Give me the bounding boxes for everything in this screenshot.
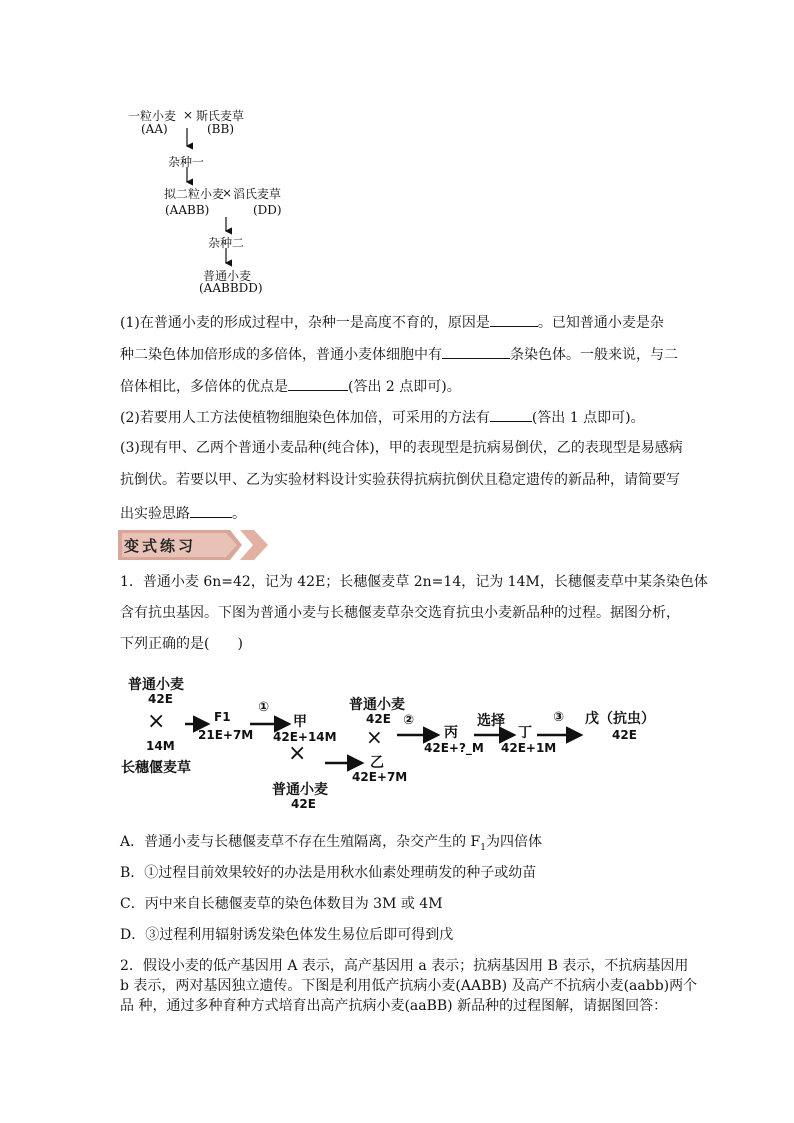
- d2-yi-label: 乙: [370, 755, 384, 771]
- ex1-line2: 含有抗虫基因。下图为普通小麦与长穗偃麦草杂交选育抗虫小麦新品种的过程。据图分析，: [120, 605, 680, 621]
- option-a-text: A．普通小麦与长穗偃麦草不存在生殖隔离，杂交产生的 F: [120, 834, 481, 850]
- d2-wheat-e: 42E: [148, 692, 173, 706]
- option-b: B．①过程目前效果较好的办法是用秋水仙素处理萌发的种子或幼苗: [120, 865, 537, 881]
- q3-line1: (3)现有甲、乙两个普通小麦品种(纯合体)，甲的表现型是抗病易倒伏，乙的表现型是易感病: [120, 440, 683, 456]
- parent4-name: 滔氏麦草: [233, 187, 282, 201]
- d2-cross-3: ×: [366, 725, 383, 749]
- parent3-name: 拟二粒小麦: [164, 187, 225, 201]
- d2-bing-label: 丙: [444, 725, 458, 741]
- ex2-line1: 2．假设小麦的低产基因用 A 表示，高产基因用 a 表示；抗病基因用 B 表示，不抗病基因用: [120, 958, 689, 974]
- option-a-text-end: 为四倍体: [486, 834, 543, 850]
- parent2-genotype: (BB): [207, 122, 234, 136]
- ex1-line1: 1．普通小麦 6n=42，记为 42E；长穗偃麦草 2n=14，记为 14M，长穗偃麦草中某条染色体: [120, 574, 708, 590]
- q2-text-a: (2)若要用人工方法使植物细胞染色体加倍，可采用的方法有: [120, 410, 490, 426]
- ex1-line3: 下列正确的是( ): [120, 636, 243, 652]
- option-a: [120, 835, 542, 855]
- d2-cross-2: ×: [288, 741, 307, 766]
- q1-text-c: 种二染色体加倍形成的多倍体，普通小麦体细胞中有: [120, 347, 442, 363]
- d2-step-1: ①: [258, 700, 270, 715]
- d2-wheat-name: 普通小麦: [128, 677, 184, 693]
- q1-text-e: 倍体相比，多倍体的优点是: [120, 379, 288, 395]
- ex2-line3: 品 种，通过多种育种方式培育出高产抗病小麦(aaBB) 新品种的过程图解，请据图回答：: [120, 998, 668, 1014]
- banner-title: 变式练习: [124, 537, 197, 555]
- option-a-subscript: 1: [480, 842, 487, 853]
- d2-f1-value: 21E+7M: [198, 728, 254, 742]
- q2-text-b: (答出 1 点即可)。: [531, 410, 645, 426]
- parent4-genotype: (DD): [253, 203, 282, 217]
- d2-ding-label: 丁: [518, 725, 532, 741]
- d2-bing-value: 42E+?_M: [424, 741, 484, 755]
- parent1-genotype: (AA): [141, 122, 168, 136]
- d2-f1-label: F1: [214, 710, 231, 724]
- d2-step-3: ③: [553, 710, 565, 725]
- d2-wu-value: 42E: [612, 728, 637, 742]
- d2-yi-value: 42E+7M: [352, 770, 408, 784]
- q1-text-a: (1)在普通小麦的形成过程中，杂种一是高度不育的，原因是: [120, 315, 490, 331]
- d2-wheat3-name: 普通小麦: [349, 697, 405, 713]
- q1-text-b: 。已知普通小麦是杂: [537, 315, 664, 331]
- d2-grass-m: 14M: [146, 739, 175, 753]
- d2-step-2: ②: [403, 713, 415, 728]
- q3-text-a: 出实验思路: [120, 506, 190, 522]
- hybrid2-label: 杂种二: [208, 236, 245, 250]
- d2-wheat3-e: 42E: [366, 712, 391, 726]
- result-genotype: (AABBDD): [199, 281, 263, 295]
- d2-grass-name: 长穗偃麦草: [121, 760, 191, 776]
- d2-wheat2-e: 42E: [291, 797, 316, 811]
- d2-jia-label: 甲: [293, 714, 307, 730]
- d2-wu-label: 戊（抗虫）: [585, 711, 655, 727]
- d2-cross-1: ×: [147, 709, 166, 734]
- d2-select-label: 选择: [477, 713, 505, 729]
- q3-text-b: 。: [232, 506, 246, 522]
- hybrid1-label: 杂种一: [168, 155, 205, 169]
- q1-text-f: (答出 2 点即可)。: [348, 379, 461, 395]
- d2-wheat2-name: 普通小麦: [272, 782, 328, 798]
- d2-jia-value: 42E+14M: [273, 730, 337, 744]
- cross-symbol-2: ×: [222, 186, 233, 200]
- q1-text-d: 条染色体。一般来说，与二: [510, 347, 678, 363]
- option-d: D．③过程利用辐射诱发染色体发生易位后即可得到戊: [120, 927, 454, 943]
- ex2-line2: b 表示，两对基因独立遗传。下图是利用低产抗病小麦(AABB) 及高产不抗病小麦(aabb)两个: [120, 978, 698, 994]
- option-c: C．丙中来自长穗偃麦草的染色体数目为 3M 或 4M: [120, 896, 443, 912]
- parent2-name: 斯氏麦草: [196, 109, 245, 123]
- q3-line2: 抗倒伏。若要以甲、乙为实验材料设计实验获得抗病抗倒伏且稳定遗传的新品种，请简要写: [120, 472, 680, 488]
- result-name: 普通小麦: [203, 269, 252, 283]
- parent1-name: 一粒小麦: [128, 109, 177, 123]
- d2-ding-value: 42E+1M: [501, 741, 557, 755]
- cross-symbol: ×: [183, 108, 194, 122]
- parent3-genotype: (AABB): [165, 203, 210, 217]
